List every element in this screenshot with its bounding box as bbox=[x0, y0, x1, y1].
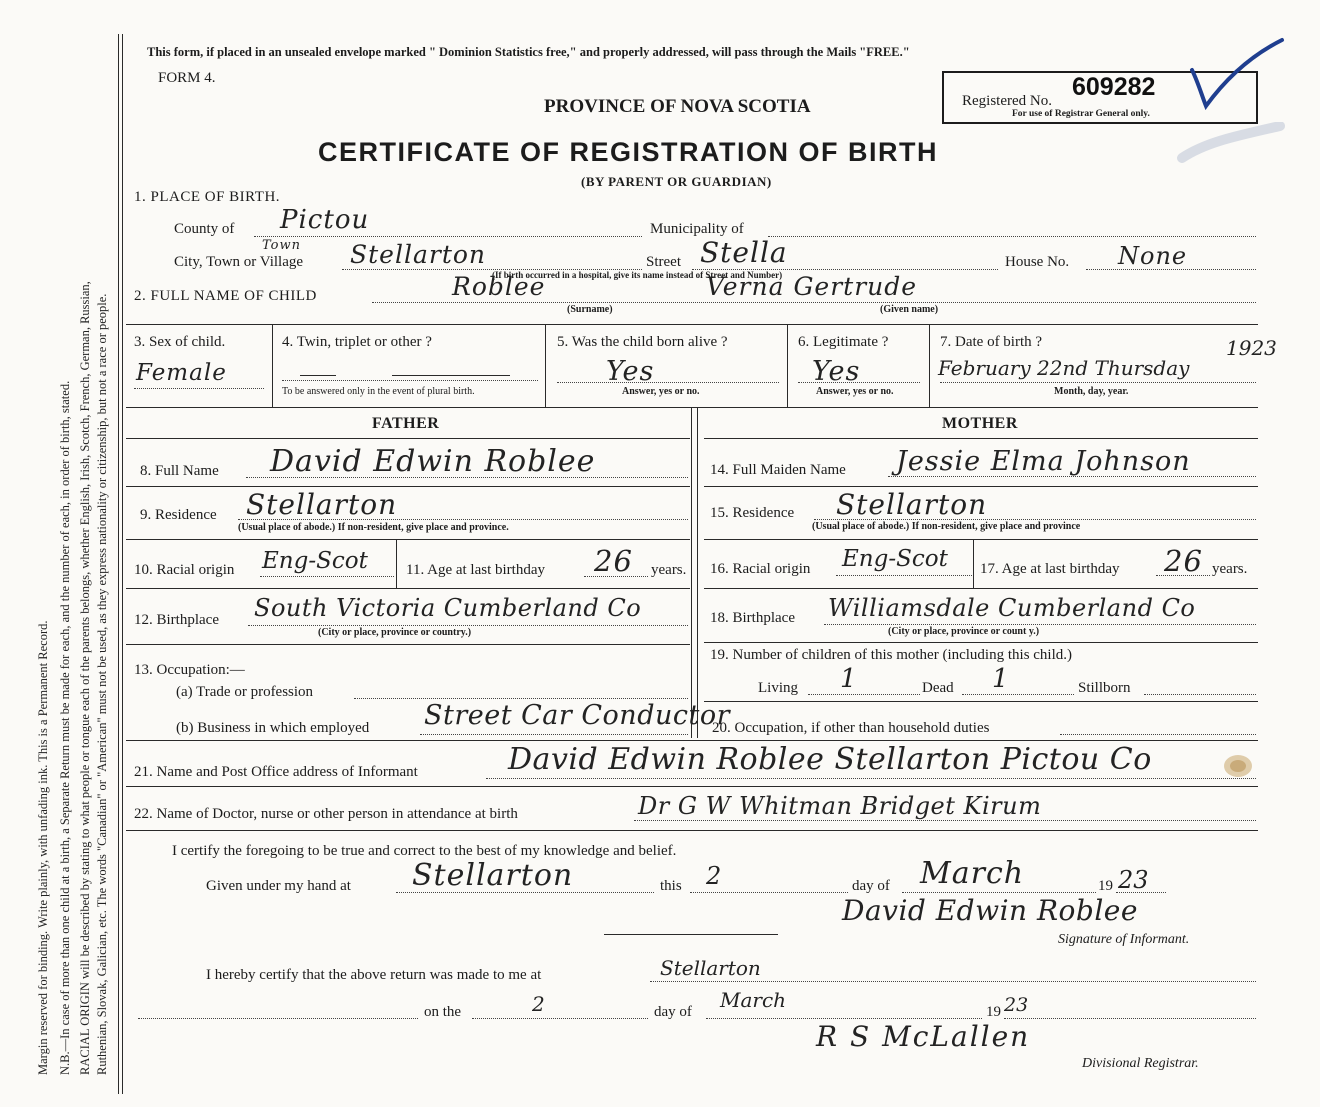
father-residence-caption: (Usual place of abode.) If non-resident, give place and province. bbox=[238, 522, 509, 533]
registered-number: 609282 bbox=[1072, 73, 1156, 101]
living-label: Living bbox=[758, 680, 798, 696]
margin-rule bbox=[122, 34, 123, 1094]
father-trade-label: (a) Trade or profession bbox=[176, 684, 314, 700]
hospital-note: (If birth occurred in a hospital, give its name instead of Street and Number) bbox=[492, 270, 783, 280]
surname-caption: (Surname) bbox=[567, 304, 613, 315]
street-value: Stella bbox=[700, 236, 788, 269]
born-alive-label: 5. Was the child born alive ? bbox=[557, 334, 728, 350]
stain-icon bbox=[1218, 748, 1262, 784]
mother-age-label: 17. Age at last birthday bbox=[980, 561, 1120, 577]
children-count-label: 19. Number of children of this mother (including this child.) bbox=[710, 647, 1073, 663]
margin-racial-note-1: RACIAL ORIGIN will be described by stating to what people or tongue each of the parents belongs, whether English, Irish, Scotch, French, German, Russian, bbox=[78, 281, 92, 1075]
registrar-statement: I hereby certify that the above return was made to me at bbox=[206, 967, 542, 983]
house-number-label: House No. bbox=[1005, 254, 1070, 270]
date-of-birth-caption: Month, day, year. bbox=[1054, 386, 1129, 397]
father-birthplace-value: South Victoria Cumberland Co bbox=[254, 594, 642, 622]
mother-name-value: Jessie Elma Johnson bbox=[896, 446, 1191, 477]
father-residence-label: 9. Residence bbox=[140, 507, 217, 523]
city-label: City, Town or Village bbox=[174, 254, 304, 270]
registrar-signature-caption: Divisional Registrar. bbox=[1082, 1056, 1199, 1071]
attendant-value: Dr G W Whitman Bridget Kirum bbox=[638, 792, 1042, 820]
father-business-label: (b) Business in which employed bbox=[176, 720, 370, 736]
father-age-label: 11. Age at last birthday bbox=[406, 562, 545, 578]
registrar-day-value: 2 bbox=[532, 992, 546, 1016]
given-under-hand-label: Given under my hand at bbox=[206, 878, 351, 894]
mother-heading: MOTHER bbox=[942, 415, 1018, 432]
father-residence-value: Stellarton bbox=[246, 488, 398, 521]
given-place-value: Stellarton bbox=[412, 858, 574, 893]
date-of-birth-year: 1923 bbox=[1226, 336, 1277, 360]
legitimate-label: 6. Legitimate ? bbox=[798, 334, 889, 350]
registrar-year-prefix: 19 bbox=[986, 1004, 1001, 1020]
attendant-label: 22. Name of Doctor, nurse or other person in attendance at birth bbox=[134, 806, 518, 822]
informant-signature-value: David Edwin Roblee bbox=[842, 894, 1138, 927]
dead-label: Dead bbox=[922, 680, 954, 696]
mother-name-label: 14. Full Maiden Name bbox=[710, 462, 846, 478]
postal-notice: This form, if placed in an unsealed envelope marked " Dominion Statistics free," and properly addressed, will pass through the Mails "FREE." bbox=[147, 45, 910, 59]
child-surname-value: Roblee bbox=[452, 272, 546, 301]
registrar-day-of-label: day of bbox=[654, 1004, 692, 1020]
twin-label: 4. Twin, triplet or other ? bbox=[282, 334, 432, 350]
this-label: this bbox=[660, 878, 682, 894]
registrar-note: For use of Registrar General only. bbox=[1012, 109, 1150, 119]
father-birthplace-caption: (City or place, province or country.) bbox=[318, 627, 472, 638]
on-the-label: on the bbox=[424, 1004, 462, 1020]
ink-smudge-icon bbox=[1176, 122, 1286, 168]
mother-birthplace-value: Williamsdale Cumberland Co bbox=[828, 594, 1196, 622]
form-number: FORM 4. bbox=[158, 70, 216, 86]
child-name-label: 2. FULL NAME OF CHILD bbox=[134, 288, 317, 304]
legitimate-value: Yes bbox=[812, 356, 861, 387]
mother-age-value: 26 bbox=[1164, 544, 1203, 578]
mother-racial-value: Eng-Scot bbox=[842, 546, 948, 572]
margin-racial-note-2: Ruthenian, Slovak, Galician, etc. The words "Canadian" or "American" must not be used, as they express nationality or citizenship, but not a race or people. bbox=[95, 293, 109, 1075]
date-of-birth-label: 7. Date of birth ? bbox=[940, 334, 1043, 350]
father-birthplace-label: 12. Birthplace bbox=[134, 612, 219, 628]
registrar-year-value: 23 bbox=[1004, 994, 1029, 1016]
father-age-value: 26 bbox=[594, 544, 633, 578]
born-alive-caption: Answer, yes or no. bbox=[622, 386, 700, 397]
given-name-caption: (Given name) bbox=[880, 304, 939, 315]
certificate-subtitle: (BY PARENT OR GUARDIAN) bbox=[581, 174, 772, 189]
certificate-title: CERTIFICATE OF REGISTRATION OF BIRTH bbox=[318, 137, 938, 167]
margin-rule bbox=[118, 34, 119, 1094]
father-name-label: 8. Full Name bbox=[140, 463, 219, 479]
house-number-value: None bbox=[1118, 242, 1188, 270]
margin-nb-note: N.B.—In case of more than one child at a birth, a Separate Return must be made for each, and the number of each, in order of birth, stated. bbox=[58, 380, 72, 1075]
mother-occupation-label: 20. Occupation, if other than household duties bbox=[712, 720, 990, 736]
mother-birthplace-caption: (City or place, province or count y.) bbox=[888, 626, 1040, 637]
municipality-label: Municipality of bbox=[650, 221, 744, 237]
certification-month-value: March bbox=[920, 856, 1025, 891]
born-alive-value: Yes bbox=[606, 356, 655, 387]
margin-binding-note: Margin reserved for binding. Write plainly, with unfading ink. This is a Permanent Record. bbox=[36, 620, 50, 1075]
father-name-value: David Edwin Roblee bbox=[270, 444, 596, 479]
registrar-place-value: Stellarton bbox=[660, 956, 761, 980]
certification-year-prefix: 19 bbox=[1098, 878, 1113, 894]
county-label: County of bbox=[174, 221, 235, 237]
informant-label: 21. Name and Post Office address of Informant bbox=[134, 764, 418, 780]
child-given-name-value: Verna Gertrude bbox=[706, 272, 918, 301]
mother-age-unit: years. bbox=[1212, 561, 1248, 577]
father-age-unit: years. bbox=[651, 562, 687, 578]
twin-caption: To be answered only in the event of plural birth. bbox=[282, 386, 475, 397]
father-business-value: Street Car Conductor bbox=[424, 700, 730, 731]
informant-value: David Edwin Roblee Stellarton Pictou Co bbox=[508, 742, 1152, 777]
father-racial-value: Eng-Scot bbox=[262, 548, 368, 574]
sex-label: 3. Sex of child. bbox=[134, 334, 226, 350]
mother-residence-caption: (Usual place of abode.) If non-resident, give place and province bbox=[812, 521, 1081, 532]
check-mark-icon bbox=[1186, 36, 1290, 116]
place-of-birth-heading: 1. PLACE OF BIRTH. bbox=[134, 189, 281, 205]
certification-statement: I certify the foregoing to be true and correct to the best of my knowledge and belief. bbox=[172, 843, 677, 859]
father-occupation-heading: 13. Occupation:— bbox=[134, 662, 245, 678]
day-of-label: day of bbox=[852, 878, 890, 894]
registered-label: Registered No. bbox=[962, 93, 1052, 109]
street-label: Street bbox=[646, 254, 681, 270]
town-annotation: Town bbox=[262, 238, 301, 253]
city-value: Stellarton bbox=[350, 240, 487, 269]
registrar-month-value: March bbox=[720, 988, 787, 1012]
mother-racial-label: 16. Racial origin bbox=[710, 561, 811, 577]
county-value: Pictou bbox=[280, 205, 370, 235]
registrar-signature-value: R S McLallen bbox=[816, 1020, 1031, 1053]
mother-birthplace-label: 18. Birthplace bbox=[710, 610, 795, 626]
father-heading: FATHER bbox=[372, 415, 440, 432]
father-racial-label: 10. Racial origin bbox=[134, 562, 235, 578]
certification-day-value: 2 bbox=[706, 862, 723, 890]
mother-residence-value: Stellarton bbox=[836, 488, 988, 521]
legitimate-caption: Answer, yes or no. bbox=[816, 386, 894, 397]
stillborn-label: Stillborn bbox=[1078, 680, 1131, 696]
date-of-birth-value: February 22nd Thursday bbox=[938, 356, 1190, 380]
sex-value: Female bbox=[136, 360, 227, 386]
province-heading: PROVINCE OF NOVA SCOTIA bbox=[544, 96, 811, 117]
certification-year-value: 23 bbox=[1118, 866, 1149, 894]
mother-residence-label: 15. Residence bbox=[710, 505, 795, 521]
informant-signature-caption: Signature of Informant. bbox=[1058, 932, 1190, 947]
dead-value: 1 bbox=[992, 664, 1010, 694]
living-value: 1 bbox=[840, 664, 858, 694]
